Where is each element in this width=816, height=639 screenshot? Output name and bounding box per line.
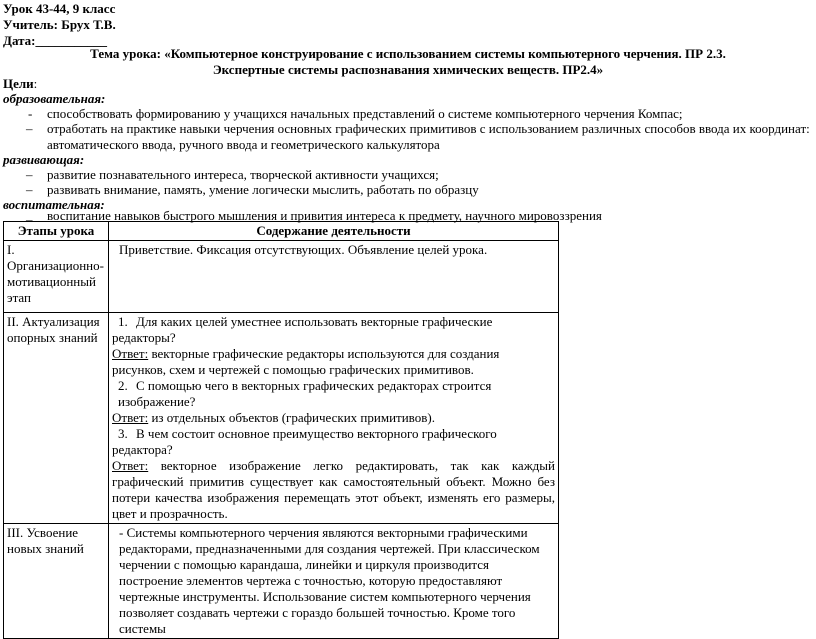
question-1 (112, 314, 555, 346)
goals-heading (3, 76, 37, 92)
goals-colon: : (33, 76, 38, 91)
goals-label: Цели (3, 76, 34, 91)
stage-cell: III. Усвоение новых знаний (4, 524, 109, 639)
teacher-name: Учитель: Брух Т.В. (3, 17, 116, 32)
lesson-table (3, 221, 559, 639)
table-row (4, 241, 559, 313)
stage-cell: I. Организационно-мотивационный этап (4, 241, 109, 313)
content-cell: Приветствие. Фиксация отсутствующих. Объявление целей урока. (109, 241, 559, 313)
question-number: 1. (118, 314, 128, 329)
bullet-dash: – (26, 121, 33, 136)
question-text: Для каких целей уместнее использовать векторные графические редакторы? (112, 314, 493, 345)
answer-label: Ответ: (112, 410, 149, 425)
upbringing-item-1: воспитание навыков быстрого мышления и привития интереса к предмету, научного мировоззрения (47, 208, 602, 223)
lesson-number: Урок 43-44, 9 класс (3, 1, 116, 16)
question-3 (112, 426, 555, 458)
answer-2 (112, 410, 555, 426)
bullet-dash: - (28, 106, 33, 121)
educational-item-1: способствовать формированию у учащихся начальных представлений о системе компьютерного черчения Компас; (47, 106, 683, 121)
table-header-row (4, 222, 559, 241)
question-number: 2. (118, 378, 128, 393)
table-row (4, 313, 559, 524)
educational-item-2-cont: автоматического ввода, ручного ввода и геометрического калькулятора (47, 137, 440, 152)
answer-text: векторное изображение легко редактировать, так как каждый графический примитив существует как самостоятельный объект. Можно без потери качества изображения перемещать этот объект, изменять его размеры, цвет и прозрачность. (112, 458, 555, 521)
educational-label: образовательная: (3, 91, 106, 106)
content-cell (109, 313, 559, 524)
answer-text: векторные графические редакторы используются для создания рисунков, схем и чертежей с помощью графических примитивов. (112, 346, 500, 377)
topic-line-1: Тема урока: «Компьютерное конструирование с использованием системы компьютерного черчения. ПР 2.3. (90, 46, 726, 61)
bullet-dash: – (26, 212, 33, 227)
developing-item-2: развивать внимание, память, умение логически мыслить, работать по образцу (47, 182, 479, 197)
lesson-date: Дата:___________ (3, 33, 107, 48)
content-cell: - Системы компьютерного черчения являются векторными графическими редакторами, предназначенными для создания чертежей. При классическом черчении с помощью карандаша, линейки и циркуля производится построение элементов чертежа с точностью, которую предоставляют чертежные инструменты. Использование систем компьютерного черчения позволяет создавать чертежи с гораздо большей точностью. Кроме того системы (109, 524, 559, 639)
answer-label: Ответ: (112, 458, 149, 473)
column-header-content: Содержание деятельности (109, 222, 559, 241)
answer-1 (112, 346, 555, 378)
developing-label: развивающая: (3, 152, 85, 167)
topic-line-2: Экспертные системы распознавания химических веществ. ПР2.4» (212, 62, 604, 77)
answer-text: из отдельных объектов (графических примитивов). (148, 410, 435, 425)
question-text: С помощью чего в векторных графических редакторах строится изображение? (118, 378, 492, 409)
answer-label: Ответ: (112, 346, 149, 361)
table-row (4, 524, 559, 639)
developing-item-1: развитие познавательного интереса, творческой активности учащихся; (47, 167, 439, 182)
bullet-dash: – (26, 167, 33, 182)
stage-cell: II. Актуализация опорных знаний (4, 313, 109, 524)
question-number: 3. (118, 426, 128, 441)
bullet-dash: – (26, 182, 33, 197)
question-2 (112, 378, 555, 410)
educational-item-2: отработать на практике навыки черчения основных графических примитивов с использованием различных способов ввода их координат: (47, 121, 810, 136)
answer-3 (112, 458, 555, 522)
column-header-stage: Этапы урока (4, 222, 109, 241)
question-text: В чем состоит основное преимущество векторного графического редактора? (112, 426, 497, 457)
upbringing-label: воспитательная: (3, 197, 105, 212)
